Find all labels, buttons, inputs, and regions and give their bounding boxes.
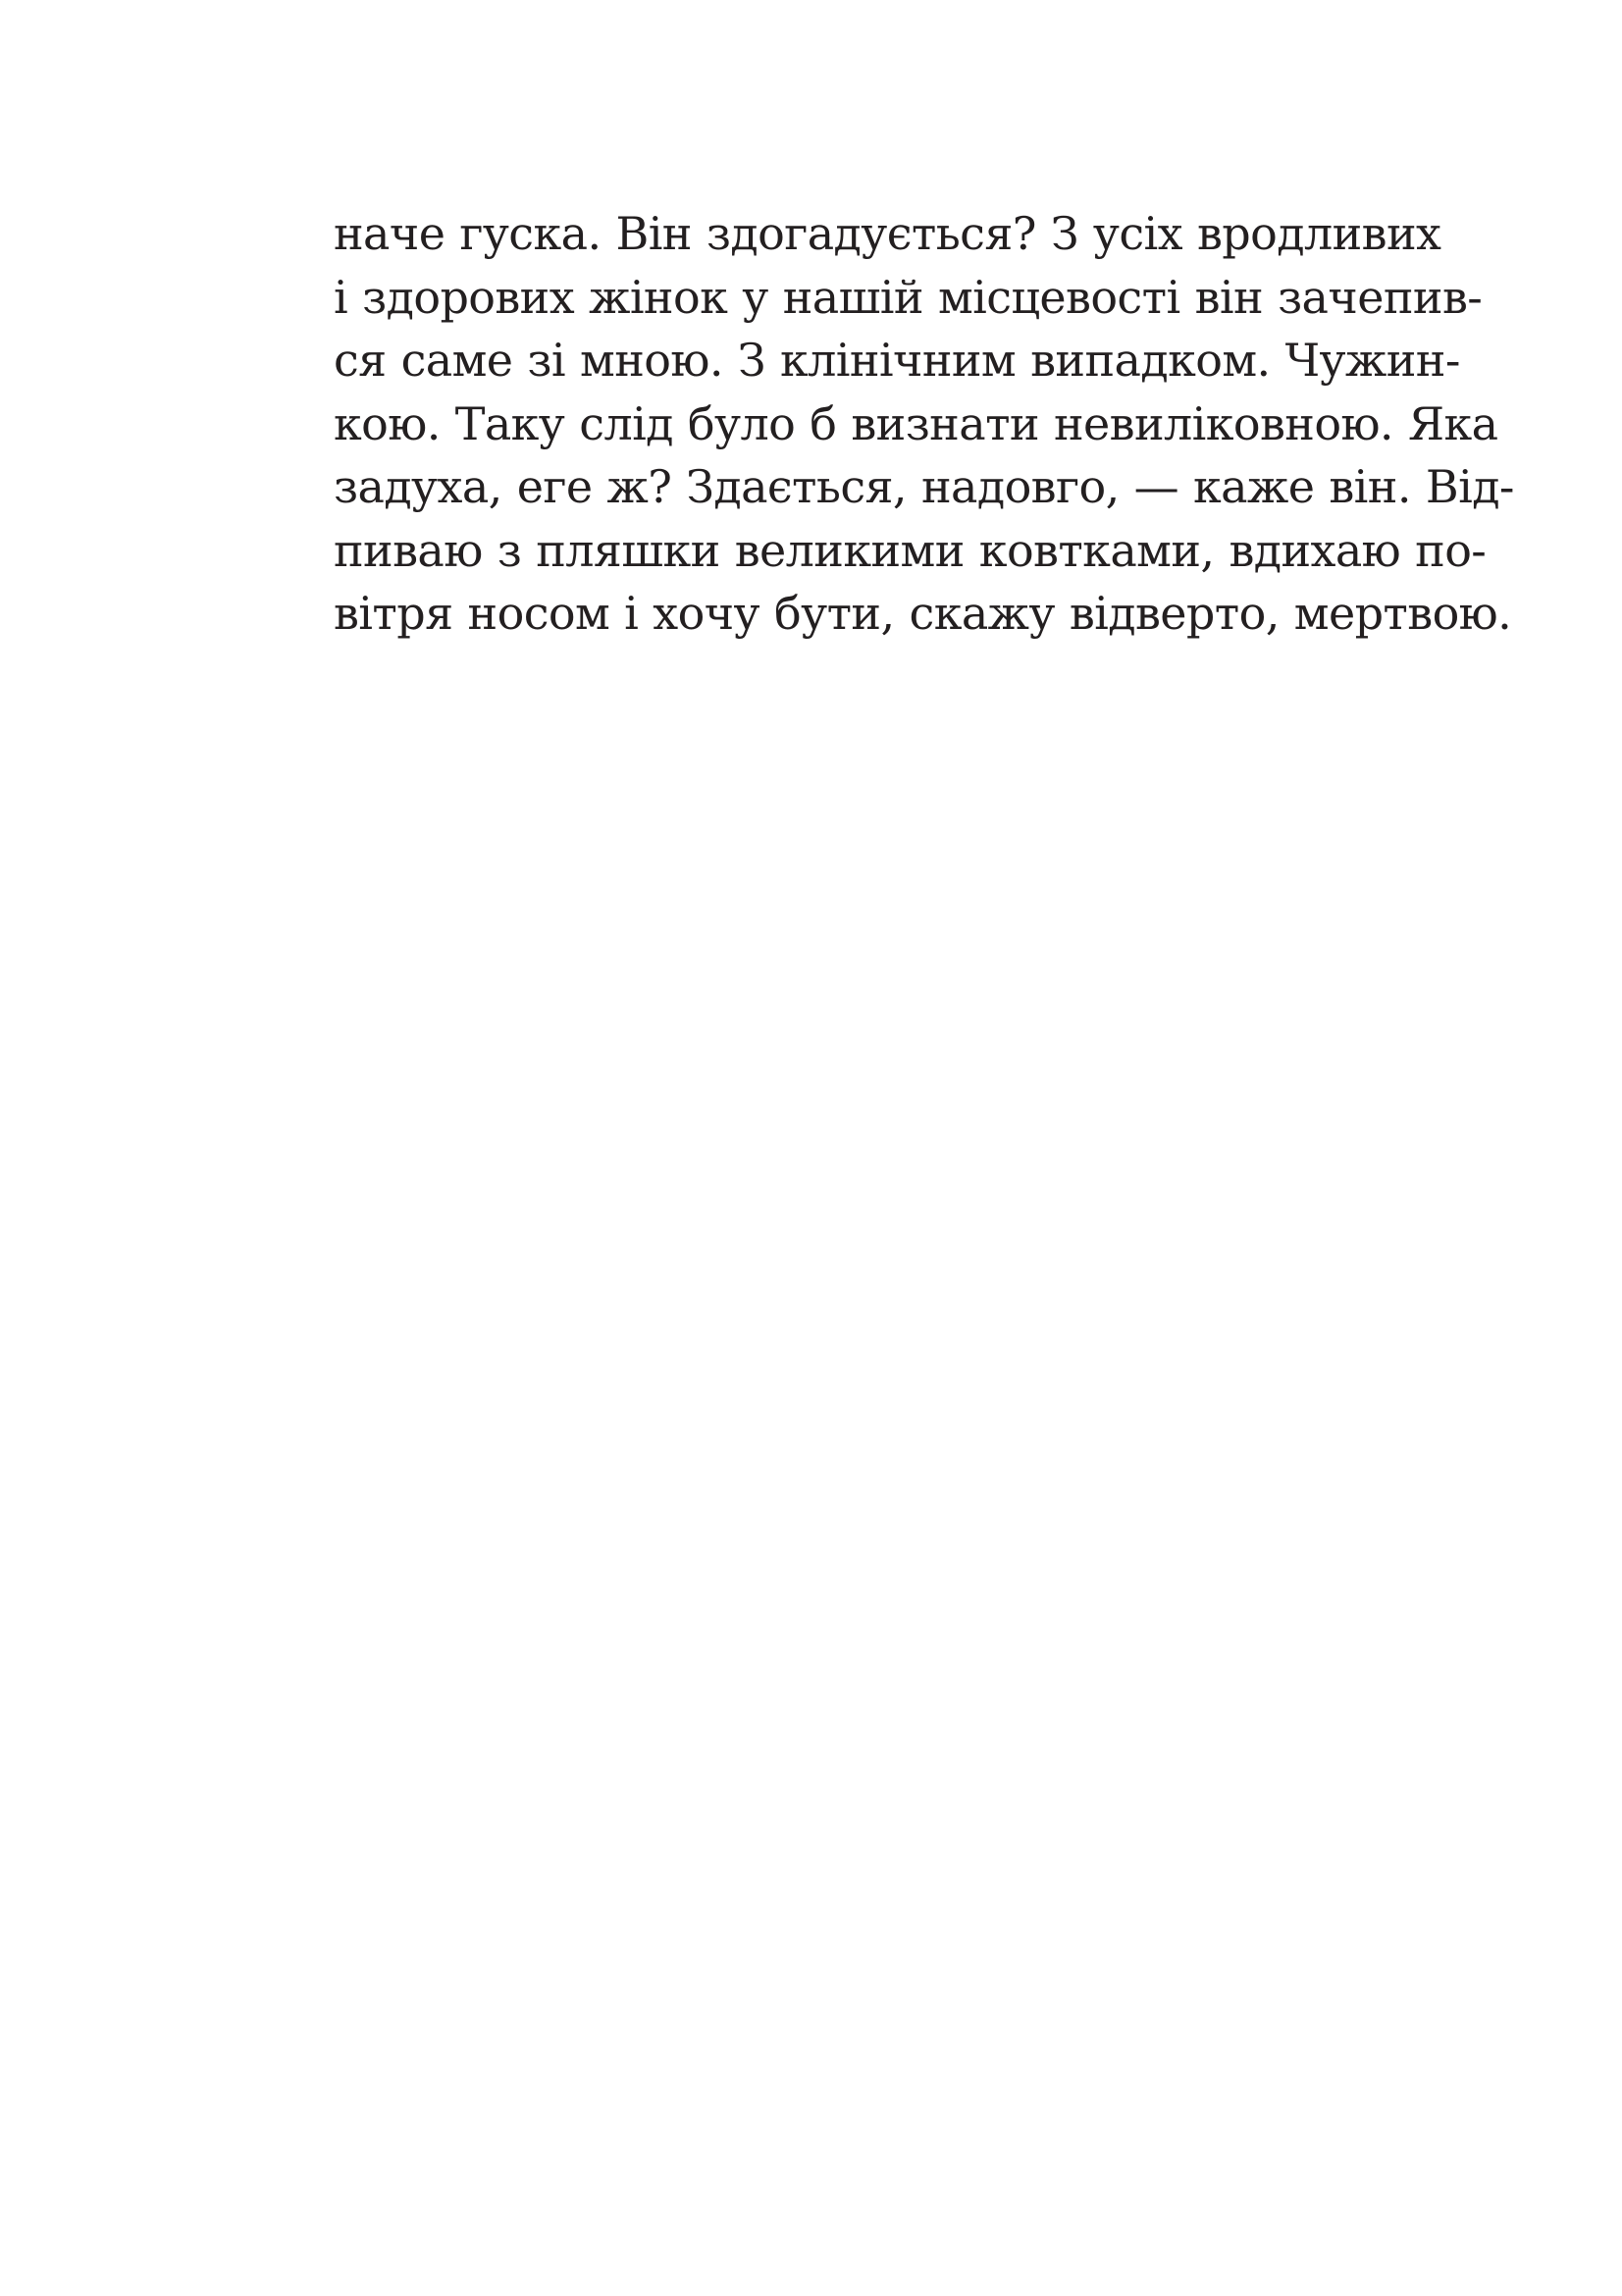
text-line-5: задуха, еге ж? Здається, надовго, — каже він. Від- bbox=[334, 460, 1514, 513]
text-line-4: кою. Таку слід було б визнати невиліковною. Яка bbox=[334, 396, 1498, 450]
text-line-1: наче гуска. Він здогадується? З усіх вродливих bbox=[334, 207, 1441, 260]
body-paragraph bbox=[334, 202, 1514, 646]
text-line-6: пиваю з пляшки великими ковтками, вдихаю по- bbox=[334, 523, 1487, 577]
text-line-3: ся саме зі мною. З клінічним випадком. Чужин- bbox=[334, 334, 1460, 387]
text-line-7: вітря носом і хочу бути, скажу відверто, мертвою. bbox=[334, 587, 1512, 640]
text-line-2: і здорових жінок у нашій місцевості він зачепив- bbox=[334, 270, 1483, 324]
